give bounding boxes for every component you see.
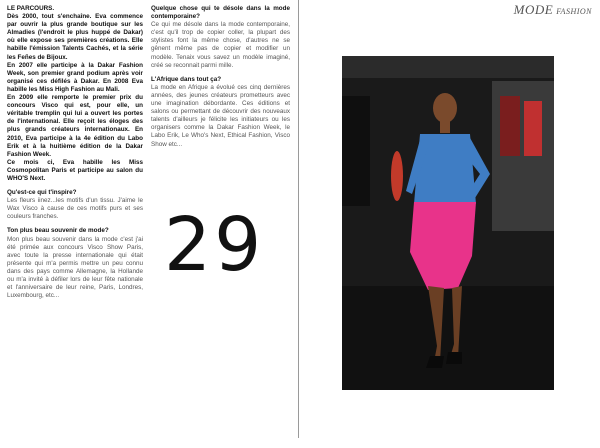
runway-model-photo bbox=[342, 56, 554, 390]
rack-garment-1 bbox=[500, 96, 520, 156]
runway-floor bbox=[342, 286, 554, 390]
interview-answer-memory: Mon plus beau souvenir dans la mode c'est j'ai été primée aux concours Visco Show Paris, avec toute la presse internationale qui était présente qui m'a permis mettre un peu connu dans des pays comme Allemagne, la Hollande ou m'a invité à défiler lors de leur fête nationale et l'anniversaire de leur reine, Paris, Londres, Luxembourg, etc... bbox=[7, 235, 143, 300]
lighting-rig bbox=[342, 56, 554, 78]
section-title: LE PARCOURS. bbox=[7, 5, 55, 12]
spread-gutter bbox=[298, 0, 299, 438]
backstage-left bbox=[342, 96, 370, 206]
interview-question-inspiration: Qu'est-ce qui t'inspire? bbox=[7, 189, 77, 197]
bio-paragraph-2: En 2007 elle participe à la Dakar Fashion Week, son premier grand podium après voir organisé ces défilés à Dakar. En 2008 Eva habille les Miss High Fashion au Mali. bbox=[7, 61, 143, 93]
left-text-column bbox=[7, 5, 143, 300]
rack-garment-2 bbox=[524, 101, 542, 156]
interview-answer-contemporary: Ce qui me désole dans la mode contemporaine, c'est qu'il trop de copier coller, la plupart des stylistes font la même chose, d'autres ne se gênent même pas de copier et modifier un modèle. Tenaix vous savez un modèle imaginé, créé se reconnait parmi mille. bbox=[151, 21, 290, 69]
bio-paragraph-4: Ce mois ci, Eva habille les Miss Cosmopolitan Paris et participe au salon du WHO'S Next. bbox=[7, 158, 143, 182]
model-head bbox=[433, 93, 457, 123]
interview-answer-africa: La mode en Afrique a évolué ces cinq dernières années, des jeunes créateurs prometteurs avec une imagination débordante. Ces éditions et salons ou permettant de découvrir des nouveaux talents d'ailleurs je félicite les initiateurs ou les organisers comme la Dakar Fashion Week, le Labo Erik, Le Who's Next, Ethical Fashion, Visco Show etc... bbox=[151, 83, 290, 148]
section-rubric bbox=[514, 1, 592, 19]
interview-question-contemporary: Quelque chose qui te désole dans la mode contemporaine? bbox=[151, 5, 290, 21]
model-neck bbox=[440, 119, 450, 133]
interview-answer-inspiration: Les fleurs iinez...les motifs d'un tissu. J'aime le Wax Visco à cause de ces motifs purs et ses couleurs franches. bbox=[7, 197, 143, 221]
interview-question-memory: Ton plus beau souvenir de mode? bbox=[7, 227, 109, 235]
rubric-main: MODE bbox=[513, 2, 554, 17]
page-number: 29 bbox=[164, 202, 265, 288]
rubric-sub: FASHION bbox=[556, 7, 592, 16]
bio-paragraph-1: Dès 2000, tout s'enchaîne. Eva commence par ouvrir la plus grande boutique sur les Almadies (l'endroit le plus huppé de Dakar) où elle expose ses premières créations. Elle habille l'émission Talents Cachés, et la série les Feñes de Bijoux. bbox=[7, 13, 143, 61]
background-figure bbox=[391, 151, 403, 201]
interview-question-africa: L'Afrique dans tout ça? bbox=[151, 75, 222, 83]
bio-paragraph-3: En 2009 elle remporte le premier prix du concours Visco qui est, pour elle, un véritable tremplin qui lui a ouvert les portes de l'international. Elle reçoit les éloges des plus grands créateurs internationaux. En 2010, Eva participe à la 4e édition du Labo Erik et à la huitième édition de la Dakar Fashion Week. bbox=[7, 94, 143, 158]
model-shoe-right bbox=[446, 352, 462, 364]
middle-text-column bbox=[151, 5, 290, 149]
